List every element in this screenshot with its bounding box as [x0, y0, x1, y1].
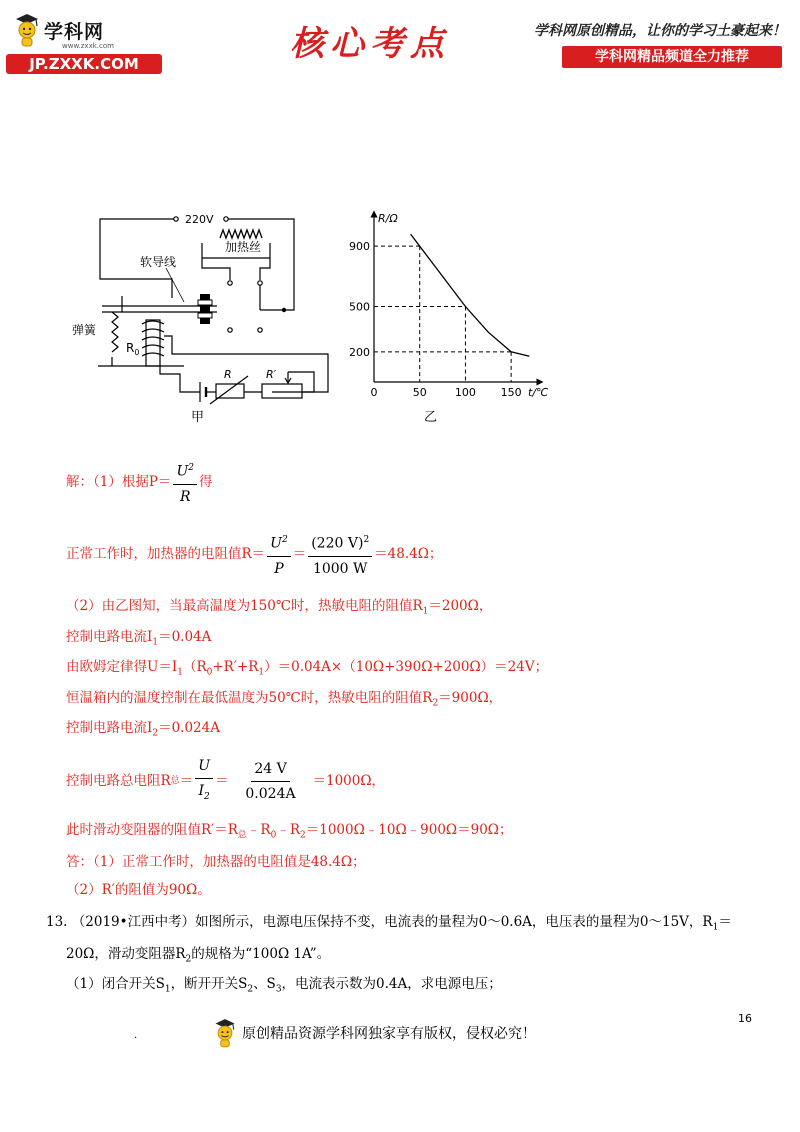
- x-tick-label-3: 150: [500, 386, 522, 399]
- mascot-icon: [12, 12, 42, 48]
- fraction-220-1000: $\frac{(220 V)^2}{1000 W}$: [308, 528, 372, 581]
- x-tick-label-1: 50: [412, 386, 427, 399]
- x-tick-label-2: 100: [454, 386, 476, 399]
- footer-copyright: [212, 1016, 536, 1050]
- series-line: [411, 234, 530, 356]
- rheostat-label: R′: [266, 368, 277, 381]
- fraction-u2-r: $\frac{U^2}{R}$: [173, 456, 197, 509]
- fraction-24-0024: $\frac{24 V}{0.024A}$: [231, 757, 311, 806]
- solution-line-2: 正常工作时，加热器的电阻值R＝ $\frac{U^2}{P}$ ＝ $\frac{(220 V)^2}{1000 W}$ ＝48.4Ω；: [66, 528, 442, 581]
- solution-line-6: 恒温箱内的温度控制在最低温度为50℃时，热敏电阻的阻值$R_2=900\Omega$，: [66, 690, 503, 709]
- r0-label: $R_0$: [126, 341, 140, 357]
- header-banner[interactable]: 学科网精品频道全力推荐: [562, 46, 782, 68]
- logo-name: 学科网: [44, 20, 105, 43]
- problem-number: 13.: [46, 914, 68, 930]
- fraction-u2-p: $\frac{U^2}{P}$: [267, 528, 291, 581]
- solution-line-5: 由欧姆定律得$U=I_1(R_0+R'+R_1)=0.04A\times(10\Omega+390\Omega+200\Omega)=24V$；: [66, 659, 549, 678]
- chart-caption: 乙: [424, 410, 438, 425]
- answer-line-2: （2）R′的阻值为90Ω。: [66, 882, 211, 898]
- y-tick-label-2: 900: [349, 240, 370, 254]
- solution-line-4: 控制电路电流$I_1=0.04A$: [66, 629, 212, 648]
- footer-dot: .: [134, 1030, 138, 1041]
- heater-label: 加热丝: [225, 240, 262, 254]
- problem-13-line-3: （1）闭合开关$S_1$，断开开关$S_2$、$S_3$，电流表示数为0.4A，求电源电压；: [66, 976, 502, 995]
- footer-text: 原创精品资源学科网独家享有版权，侵权必究！: [242, 1026, 536, 1042]
- y-tick-label-0: 200: [349, 345, 370, 359]
- logo-url: www.zxxk.com: [62, 42, 114, 50]
- solution-line-7: 控制电路电流$I_2=0.024A$: [66, 720, 220, 739]
- y-axis-label: R/Ω: [378, 212, 398, 225]
- y-tick-label-1: 500: [349, 300, 370, 314]
- spring-label: 弹簧: [72, 323, 97, 337]
- solution-line-9: 此时滑动变阻器的阻值$R'=R_总﹣R_0﹣R_2=1000\Omega﹣10\Omega﹣900\Omega=90\Omega$；: [66, 822, 513, 841]
- solution-line-3: （2）由乙图知，当最高温度为150℃时，热敏电阻的阻值$R_1=200\Omega$，: [66, 598, 493, 617]
- problem-13-line-2: 20Ω，滑动变阻器$R_2$的规格为“100Ω 1A”。: [66, 946, 331, 965]
- solution-line-8: 控制电路总电阻R 总 ＝ $\frac{U}{I_2}$ ＝ $\frac{24 V}{0.024A}$ ＝1000Ω，: [66, 754, 385, 809]
- circuit-diagram: [72, 206, 342, 406]
- site-logo[interactable]: [6, 12, 162, 76]
- thermistor-label: R: [224, 368, 232, 381]
- logo-site-bar: JP.ZXXK.COM: [6, 54, 162, 74]
- header-slogan: 学科网原创精品，让你的学习土豪起来！: [534, 23, 786, 39]
- answer-line-1: 答：（1）正常工作时，加热器的电阻值是48.4Ω；: [66, 854, 366, 870]
- problem-13-line-1: 13. （2019•江西中考）如图所示，电源电压保持不变，电流表的量程为0～0.6A，电压表的量程为0～15V，$R_1=$: [46, 914, 732, 933]
- circuit-caption: 甲: [191, 410, 205, 425]
- page-number: 16: [738, 1012, 752, 1025]
- mascot-icon: [212, 1017, 238, 1049]
- soft-wire-label: 软导线: [140, 255, 177, 269]
- page-title: 核心考点: [290, 24, 450, 64]
- x-tick-label-0: 0: [370, 386, 378, 399]
- voltage-label: 220V: [185, 213, 214, 226]
- solution-line-1: 解：（1）根据P＝ $\frac{U^2}{R}$ 得: [66, 456, 212, 509]
- resistance-temperature-chart: [344, 206, 549, 402]
- x-axis-label: t/℃: [528, 386, 549, 399]
- fraction-u-i2: $\frac{U}{I_2}$: [195, 754, 213, 809]
